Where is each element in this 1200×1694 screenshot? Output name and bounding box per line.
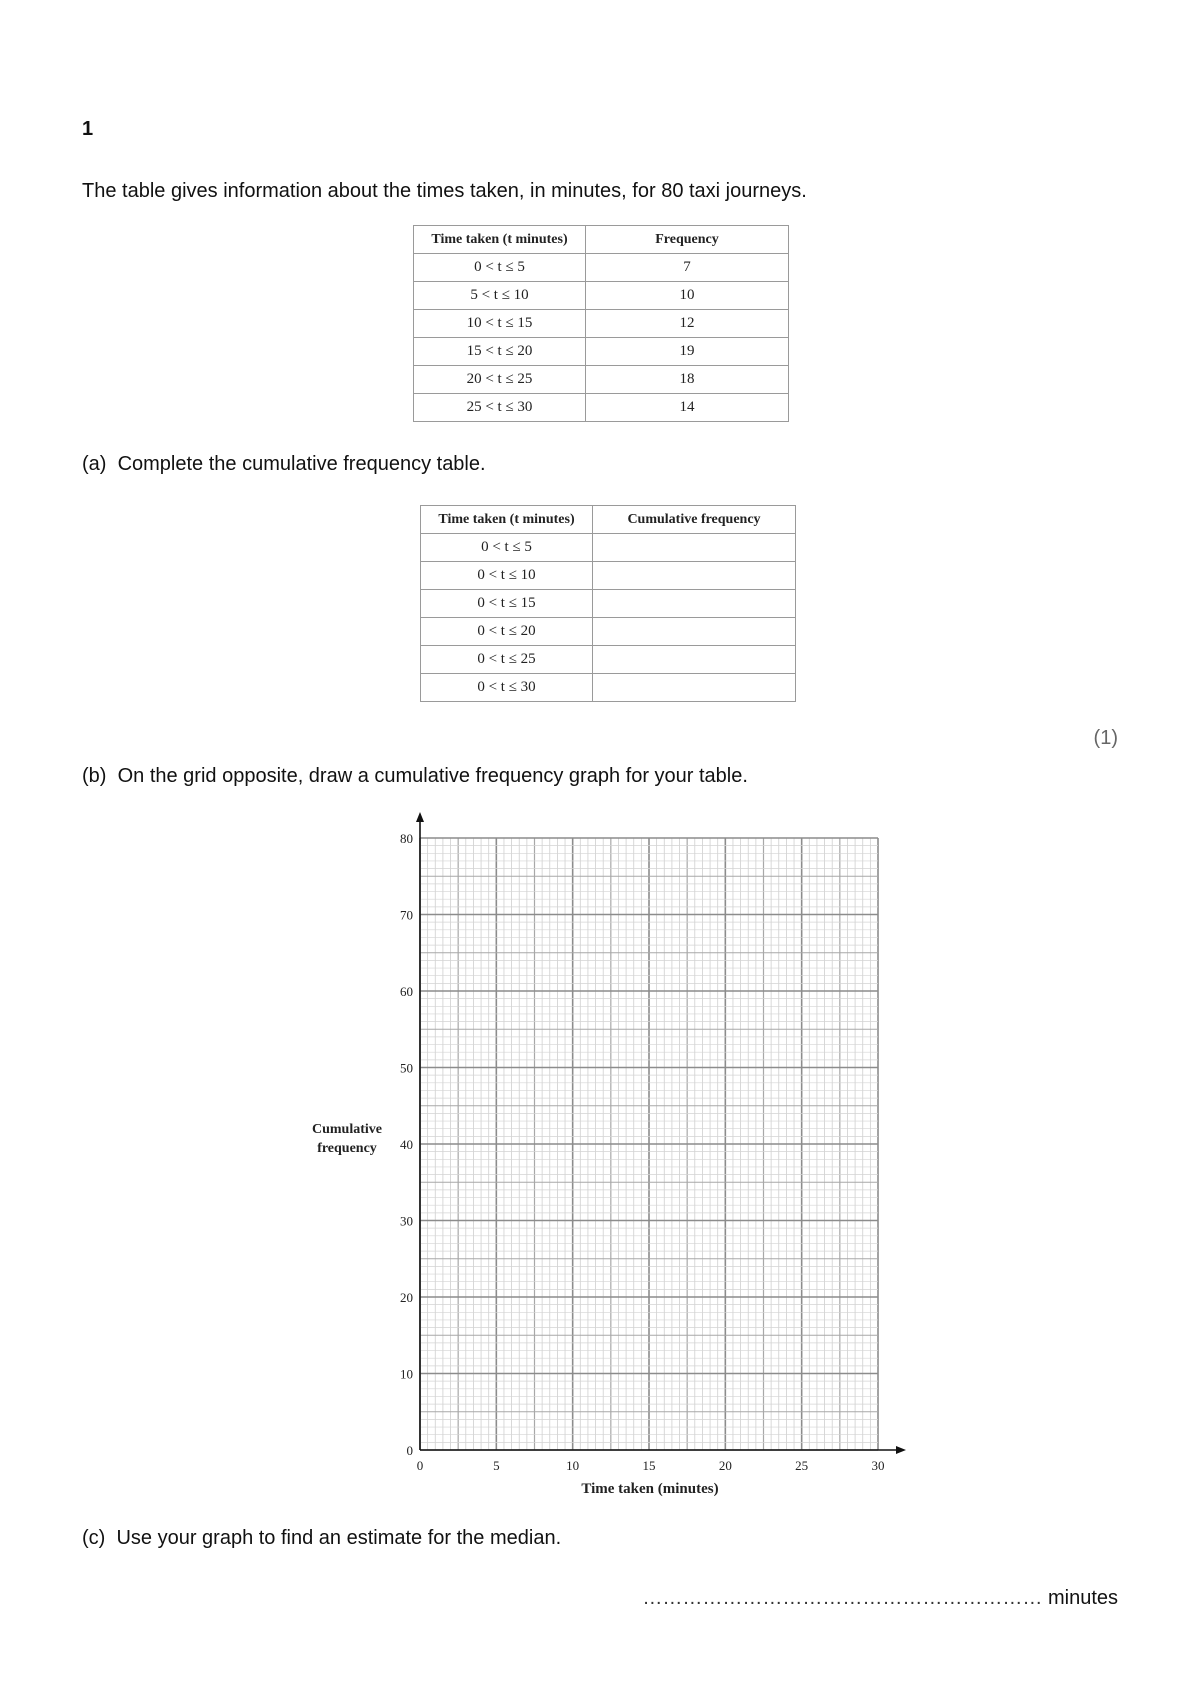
y-axis-label-line: Cumulative [312, 1122, 382, 1137]
answer-unit: minutes [1047, 1587, 1118, 1609]
y-axis-label-line: frequency [317, 1141, 377, 1156]
interval-cell: 0 < t ≤ 5 [421, 534, 593, 562]
part-c-text: Use your graph to find an estimate for the median. [116, 1527, 562, 1549]
y-axis-arrow-icon [416, 812, 424, 822]
x-tick-label: 20 [718, 1458, 732, 1473]
part-c-label: (c) [82, 1527, 106, 1549]
x-tick-label: 15 [642, 1458, 656, 1473]
y-tick-label: 10 [400, 1366, 413, 1382]
y-tick-label: 60 [400, 984, 413, 999]
part-c-prompt [82, 1527, 561, 1550]
interval-cell: 15 < t ≤ 20 [414, 338, 586, 366]
question-intro: The table gives information about the times taken, in minutes, for 80 taxi journeys. [82, 180, 807, 202]
part-b-label: (b) [82, 765, 107, 787]
interval-cell: 0 < t ≤ 10 [421, 562, 593, 590]
part-b-text: On the grid opposite, draw a cumulative frequency graph for your table. [117, 765, 748, 787]
question-number: 1 [82, 118, 94, 140]
graph-labels [312, 831, 885, 1497]
x-axis-label: Time taken (minutes) [581, 1481, 719, 1497]
interval-cell: 0 < t ≤ 30 [421, 674, 593, 702]
median-answer-line[interactable] [642, 1587, 1118, 1610]
interval-cell: 0 < t ≤ 25 [421, 646, 593, 674]
interval-cell: 10 < t ≤ 15 [414, 310, 586, 338]
x-tick-label: 0 [416, 1458, 424, 1473]
header-cumulative-frequency: Cumulative frequency [593, 506, 796, 534]
y-tick-label: 20 [400, 1290, 413, 1305]
frequency-cell: 12 [586, 310, 789, 338]
y-tick-label: 30 [400, 1213, 413, 1229]
interval-cell: 20 < t ≤ 25 [414, 366, 586, 394]
interval-cell: 5 < t ≤ 10 [414, 282, 586, 310]
frequency-cell: 14 [586, 394, 789, 422]
x-tick-label: 25 [795, 1458, 809, 1473]
x-tick-label: 5 [493, 1458, 500, 1473]
frequency-cell: 18 [586, 366, 789, 394]
y-axis-label [312, 1122, 382, 1156]
x-axis-arrow-icon [896, 1446, 906, 1454]
x-tick-label: 30 [871, 1458, 885, 1473]
y-tick-label: 70 [400, 907, 413, 923]
part-a-label: (a) [82, 453, 107, 475]
graph-grid[interactable] [420, 838, 878, 1450]
x-tick-label: 10 [566, 1458, 580, 1473]
y-tick-label: 40 [400, 1137, 413, 1152]
frequency-cell: 10 [586, 282, 789, 310]
header-time-taken: Time taken (t minutes) [421, 506, 593, 534]
interval-cell: 0 < t ≤ 20 [421, 618, 593, 646]
interval-cell: 0 < t ≤ 5 [414, 254, 586, 282]
part-a-text: Complete the cumulative frequency table. [117, 453, 486, 475]
y-tick-label: 80 [400, 831, 413, 846]
y-tick-label: 50 [400, 1060, 413, 1076]
part-a-marks: (1) [1093, 727, 1118, 749]
y-tick-label: 0 [406, 1443, 413, 1458]
frequency-cell: 19 [586, 338, 789, 366]
interval-cell: 25 < t ≤ 30 [414, 394, 586, 422]
header-frequency: Frequency [586, 226, 789, 254]
answer-dots: …………………………………………………… [642, 1587, 1043, 1609]
interval-cell: 0 < t ≤ 15 [421, 590, 593, 618]
header-time-taken: Time taken (t minutes) [414, 226, 586, 254]
frequency-cell: 7 [586, 254, 789, 282]
